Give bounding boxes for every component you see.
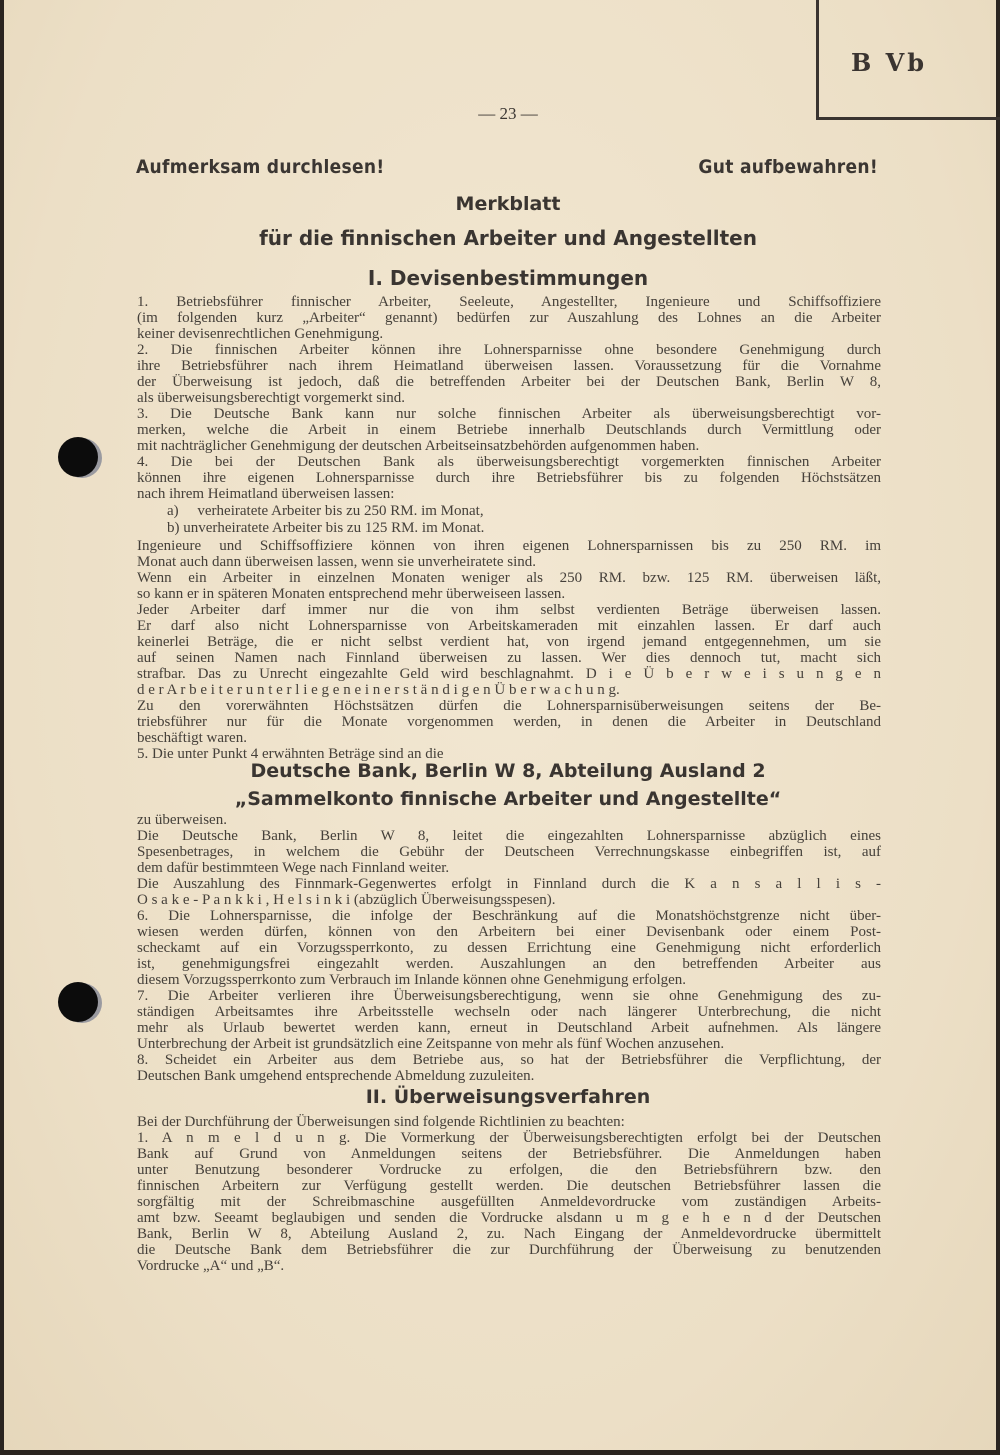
paragraph: [137, 570, 881, 602]
text-line: Bank, Berlin W 8, Abteilung Ausland 2, zu. Nach Eingang der Anmeldevordrucke übermittelt: [137, 1226, 881, 1242]
document-subtitle: für die finnischen Arbeiter und Angestellten: [259, 226, 757, 250]
punch-hole: [58, 982, 98, 1022]
paragraph: [137, 1114, 881, 1130]
text-line: Monat auch dann überweisen lassen, wenn sie unverheiratete sind.: [137, 554, 537, 570]
bank-heading: Deutsche Bank, Berlin W 8, Abteilung Ausland 2: [250, 760, 766, 782]
text-line: 7. Die Arbeiter verlieren ihre Überweisungsberechtigung, wenn sie ohne Genehmigung des zu-: [137, 988, 881, 1004]
text-line: unter Benutzung besonderer Vordrucke zu erfolgen, die den Betriebsführern bzw. den: [137, 1162, 881, 1178]
text-line: als überweisungsberechtigt vorgemerkt sind.: [137, 390, 405, 406]
text-line: Die Auszahlung des Finnmark-Gegenwertes erfolgt in Finnland durch die K a n s a l l i s -: [137, 876, 881, 892]
text-line: triebsführer nur für die Monate vorgenommen werden, in denen die Arbeiter in Deutschland: [137, 714, 881, 730]
list-item: a) verheiratete Arbeiter bis zu 250 RM. im Monat,: [167, 503, 484, 519]
text-line: O s a k e - P a n k k i , H e l s i n k i (abzüglich Überweisungsspesen).: [137, 892, 556, 908]
section-1-heading: I. Devisenbestimmungen: [367, 266, 649, 290]
paragraph: [137, 1052, 881, 1084]
stamp-label: B Vb: [851, 48, 928, 77]
text-line: die Deutsche Bank dem Betriebsführer die zur Durchführung der Überweisung zu benutzenden: [137, 1242, 881, 1258]
text-line: Jeder Arbeiter darf immer nur die von ihm selbst verdienten Beträge überweisen lassen.: [137, 602, 881, 618]
account-heading: „Sammelkonto finnische Arbeiter und Angestellte“: [234, 788, 782, 810]
text-line: 2. Die finnischen Arbeiter können ihre Lohnersparnisse ohne besondere Genehmigung durch: [137, 342, 881, 358]
text-line: Die Deutsche Bank, Berlin W 8, leitet die eingezahlten Lohnersparnisse abzüglich eines: [137, 828, 881, 844]
section-1-body-c: [137, 812, 881, 1084]
stamp-box: [816, 0, 1000, 120]
text-line: 1. Betriebsführer finnischer Arbeiter, Seeleute, Angestellter, Ingenieure und Schiffsoffiziere: [137, 294, 881, 310]
text-line: Wenn ein Arbeiter in einzelnen Monaten weniger als 250 RM. bzw. 125 RM. überweisen läßt,: [137, 570, 881, 586]
text-line: merken, welche die Arbeit in einem Betriebe innerhalb Deutschlands durch Vermittlung oder: [137, 422, 881, 438]
text-line: 3. Die Deutsche Bank kann nur solche finnischen Arbeiter als überweisungsberechtigt vor-: [137, 406, 881, 422]
text-line: 1. A n m e l d u n g. Die Vormerkung der Überweisungsberechtigten erfolgt bei der Deutschen: [137, 1130, 881, 1146]
text-line: Vordrucke „A“ und „B“.: [137, 1258, 285, 1274]
text-line: mehr als Urlaub bewertet werden kann, erneut in Deutschland Arbeit aufnehmen. Als längere: [137, 1020, 881, 1036]
paragraph: [137, 698, 881, 746]
text-line: keiner devisenrechtlichen Genehmigung.: [137, 326, 384, 342]
paragraph: [137, 1130, 881, 1274]
text-line: Zu den vorerwähnten Höchstsätzen dürfen die Lohnersparnisüberweisungen seitens der Be-: [137, 698, 881, 714]
text-line: der Überweisung ist jedoch, daß die betreffenden Arbeiter bei der Deutschen Bank, Berlin W 8,: [137, 374, 881, 390]
text-line: 6. Die Lohnersparnisse, die infolge der Beschränkung auf die Monatshöchstgrenze nicht über-: [137, 908, 881, 924]
text-line: strafbar. Das zu Unrecht eingezahlte Geld wird beschlagnahmt. D i e Ü b e r w e i s u n g e n: [137, 666, 881, 682]
text-line: ständigen Arbeitsamtes ihre Arbeitsstelle wechseln oder nach längerer Unterbrechung, die nicht: [137, 1004, 881, 1020]
text-line: Bank auf Grund von Anmeldungen seitens der Betriebsführer. Die Anmeldungen haben: [137, 1146, 881, 1162]
paragraph: [137, 538, 881, 570]
section-1-body-a: [137, 294, 881, 762]
text-line: nach ihrem Heimatland überweisen lassen:: [137, 486, 395, 502]
paragraph: [137, 602, 881, 698]
text-line: Bei der Durchführung der Überweisungen sind folgende Richtlinien zu beachten:: [137, 1114, 625, 1130]
text-line: d e r A r b e i t e r u n t e r l i e g e n e i n e r s t ä n d i g e n Ü b e r w a c h u n g.: [137, 682, 620, 698]
paragraph: [137, 454, 881, 502]
text-line: auf seinen Namen nach Finnland überweisen zu lassen. Wer dies dennoch tut, macht sich: [137, 650, 881, 666]
paragraph: [137, 988, 881, 1052]
section-2-body: [137, 1114, 881, 1274]
paragraph: [137, 812, 881, 828]
text-line: beschäftigt waren.: [137, 730, 247, 746]
text-line: ist, genehmigungsfrei eingezahlt werden. Auszahlungen an den betreffenden Arbeiter aus: [137, 956, 881, 972]
text-line: keinerlei Beträge, die er nicht selbst verdient hat, von irgend jemand entgegennehmen, um sie: [137, 634, 881, 650]
text-line: können ihre eigenen Lohnersparnisse durch ihre Betriebsführer bis zu folgenden Höchstsätzen: [137, 470, 881, 486]
text-line: Ingenieure und Schiffsoffiziere können von ihren eigenen Lohnersparnissen bis zu 250 RM. im: [137, 538, 881, 554]
text-line: Spesenbetrages, in welchem die Gebühr der Deutscheen Verrechnungskasse einbegriffen ist, auf: [137, 844, 881, 860]
page-number: — 23 —: [478, 104, 538, 123]
text-line: mit nachträglicher Genehmigung der deutschen Arbeitseinsatzbehörden aufgenommen haben.: [137, 438, 700, 454]
paragraph: [137, 828, 881, 876]
document-title: Merkblatt: [455, 193, 561, 215]
text-line: scheckamt auf ein Vorzugssperrkonto, zu dessen Errichtung eine Genehmigung nicht erforderlich: [137, 940, 881, 956]
text-line: Deutschen Bank umgehend entsprechende Abmeldung zuzuleiten.: [137, 1068, 535, 1084]
text-line: wiesen werden dürfen, können von den Arbeitern bei einer Devisenbank oder einem Post-: [137, 924, 881, 940]
paragraph: [137, 342, 881, 406]
text-line: dem dafür bestimmteen Wege nach Finnland weiter.: [137, 860, 450, 876]
section-2-heading: II. Überweisungsverfahren: [365, 1086, 651, 1108]
text-line: ihre Betriebsführer nach ihrem Heimatland überweisen lassen. Voraussetzung für die Vornahme: [137, 358, 881, 374]
text-line: diesem Vorzugssperrkonto zum Verbrauch im Inlande können ohne Genehmigung erfolgen.: [137, 972, 687, 988]
text-line: sorgfältig mit der Schreibmaschine ausgefüllten Anmeldevordrucke vom zuständigen Arbeits-: [137, 1194, 881, 1210]
paragraph: [137, 876, 881, 908]
paragraph: [137, 406, 881, 454]
text-line: finnischen Arbeitern zur Verfügung gestellt werden. Die deutschen Betriebsführer lassen die: [137, 1178, 881, 1194]
text-line: 8. Scheidet ein Arbeiter aus dem Betriebe aus, so hat der Betriebsführer die Verpflichtung, der: [137, 1052, 881, 1068]
text-line: amt bzw. Seeamt beglaubigen und senden die Vordrucke alsdann u m g e h e n d der Deutschen: [137, 1210, 881, 1226]
text-line: so kann er in späteren Monaten entsprechend mehr überweiseen lassen.: [137, 586, 566, 602]
text-line: (im folgenden kurz „Arbeiter“ genannt) bedürfen zur Auszahlung des Lohnes an die Arbeiter: [137, 310, 881, 326]
instruction-read-carefully: Aufmerksam durchlesen!: [136, 156, 385, 178]
text-line: 4. Die bei der Deutschen Bank als überweisungsberechtigt vorgemerkten finnischen Arbeiter: [137, 454, 881, 470]
instruction-keep: Gut aufbewahren!: [698, 156, 878, 178]
text-line: zu überweisen.: [137, 812, 227, 828]
text-line: 5. Die unter Punkt 4 erwähnten Beträge sind an die: [137, 746, 444, 762]
list-item: b) unverheiratete Arbeiter bis zu 125 RM. im Monat.: [167, 520, 485, 536]
paragraph: [137, 294, 881, 342]
paragraph: [137, 908, 881, 988]
text-line: Unterbrechung der Arbeit ist grundsätzlich eine Zeitspanne von mehr als fünf Wochen anzusehen.: [137, 1036, 725, 1052]
text-line: Er darf also nicht Lohnersparnisse von Arbeitskameraden mit einzahlen lassen. Er darf auch: [137, 618, 881, 634]
punch-hole: [58, 437, 98, 477]
